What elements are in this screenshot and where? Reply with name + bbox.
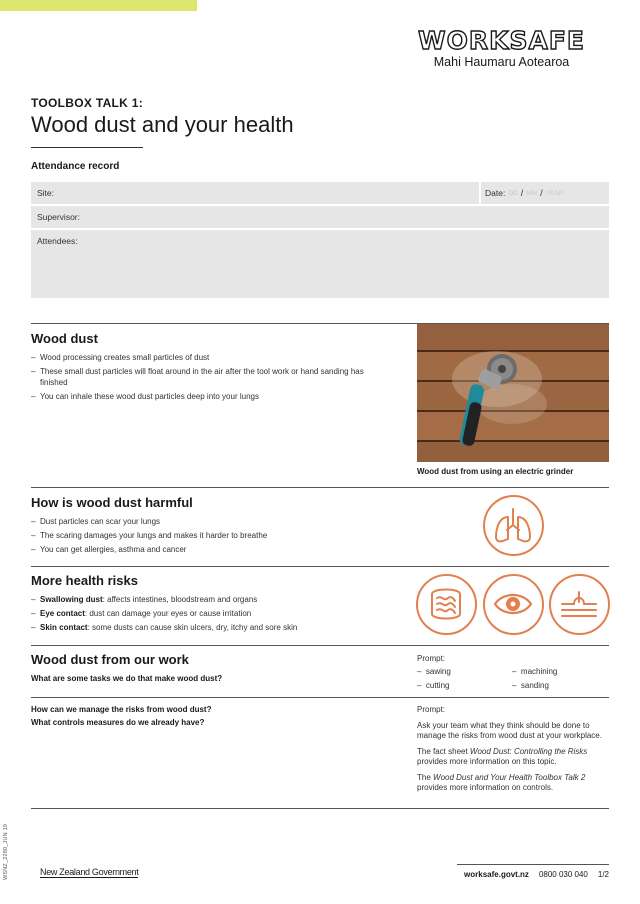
list-item: – cutting	[417, 681, 450, 690]
date-year-placeholder: YEAR	[545, 189, 564, 197]
lungs-icon	[483, 495, 544, 556]
supervisor-label: Supervisor:	[37, 212, 80, 222]
attendance-table	[31, 182, 609, 300]
skin-icon	[549, 574, 610, 635]
risks-list	[31, 594, 411, 636]
list-item: – Skin contact: some dusts can cause skin ulcers, dry, itchy and sore skin	[31, 623, 298, 632]
worksafe-logo	[418, 28, 585, 69]
date-slash-icon: /	[520, 188, 524, 198]
phone-number: 0800 030 040	[538, 870, 588, 879]
grinder-photo	[417, 324, 609, 462]
footer	[464, 870, 609, 879]
tasks-question: What are some tasks we do that make wood dust?	[31, 674, 223, 683]
section-divider	[31, 697, 609, 698]
logo-wordmark: WORKSAFE	[418, 26, 585, 55]
section-divider	[31, 487, 609, 488]
footer-divider	[457, 864, 609, 865]
harmful-heading: How is wood dust harmful	[31, 495, 193, 510]
prompt-list	[417, 667, 607, 690]
attendees-label: Attendees:	[37, 236, 78, 246]
list-item: – sanding	[512, 681, 549, 690]
date-slash-icon: /	[540, 188, 543, 198]
prompt-label: Prompt:	[417, 705, 446, 714]
date-label: Date:	[485, 188, 506, 198]
list-item: – You can get allergies, asthma and cancer	[31, 545, 187, 554]
manage-question: How can we manage the risks from wood dust?	[31, 705, 212, 714]
list-item: – machining	[512, 667, 558, 676]
toolbox-kicker: TOOLBOX TALK 1:	[31, 96, 144, 110]
list-item: – sawing	[417, 667, 451, 676]
list-item: – These small dust particles will float around in the air after the tool work or hand sanding has finished	[31, 367, 364, 387]
website-link[interactable]: worksafe.govt.nz	[464, 870, 529, 879]
top-accent-bar	[0, 0, 197, 11]
list-item: – Swallowing dust: affects intestines, bloodstream and organs	[31, 595, 258, 604]
list-item: – Eye contact: dust can damage your eyes or cause irritation	[31, 609, 252, 618]
manage-prompt	[417, 705, 609, 799]
logo-tagline: Mahi Haumaru Aotearoa	[433, 55, 570, 69]
title-divider	[31, 147, 143, 148]
prompt-label: Prompt:	[417, 654, 446, 663]
intestines-icon	[416, 574, 477, 635]
list-item: – Dust particles can scar your lungs	[31, 517, 161, 526]
attendees-field[interactable]	[31, 230, 609, 300]
eye-icon	[483, 574, 544, 635]
prompt-text: Ask your team what they think should be done to manage the risks from wood dust at your workplace.	[417, 720, 602, 740]
nz-government-logo: New Zealand Government	[40, 867, 139, 877]
date-field[interactable]	[479, 182, 609, 204]
page-number: 1/2	[597, 870, 609, 879]
supervisor-field[interactable]	[31, 206, 609, 230]
section-divider	[31, 808, 609, 809]
list-item: – You can inhale these wood dust particles deep into your lungs	[31, 392, 259, 401]
list-item: – The scaring damages your lungs and makes it harder to breathe	[31, 531, 268, 540]
risks-heading: More health risks	[31, 573, 138, 588]
document-code: WSNZ_2280_JUN 19	[3, 823, 9, 880]
section-divider	[31, 645, 609, 646]
date-day-placeholder: DD	[508, 189, 518, 197]
prompt-factsheet: The fact sheet Wood Dust: Controlling the Risks provides more information on this topic.	[417, 746, 588, 766]
wood-dust-list	[31, 352, 371, 405]
date-month-placeholder: MM	[526, 189, 538, 197]
prompt-toolbox: The Wood Dust and Your Health Toolbox Talk 2 provides more information on controls.	[417, 772, 586, 792]
controls-question: What controls measures do we already have?	[31, 718, 205, 727]
photo-caption: Wood dust from using an electric grinder	[417, 467, 574, 476]
list-item: – Wood processing creates small particles of dust	[31, 353, 210, 362]
wood-dust-heading: Wood dust	[31, 331, 98, 346]
attendance-label: Attendance record	[31, 161, 120, 172]
site-field[interactable]: Site:	[37, 188, 55, 198]
attendance-row-site	[31, 182, 609, 206]
section-divider	[31, 566, 609, 567]
page-title: Wood dust and your health	[31, 112, 294, 137]
harmful-list	[31, 516, 391, 558]
our-work-heading: Wood dust from our work	[31, 652, 189, 667]
